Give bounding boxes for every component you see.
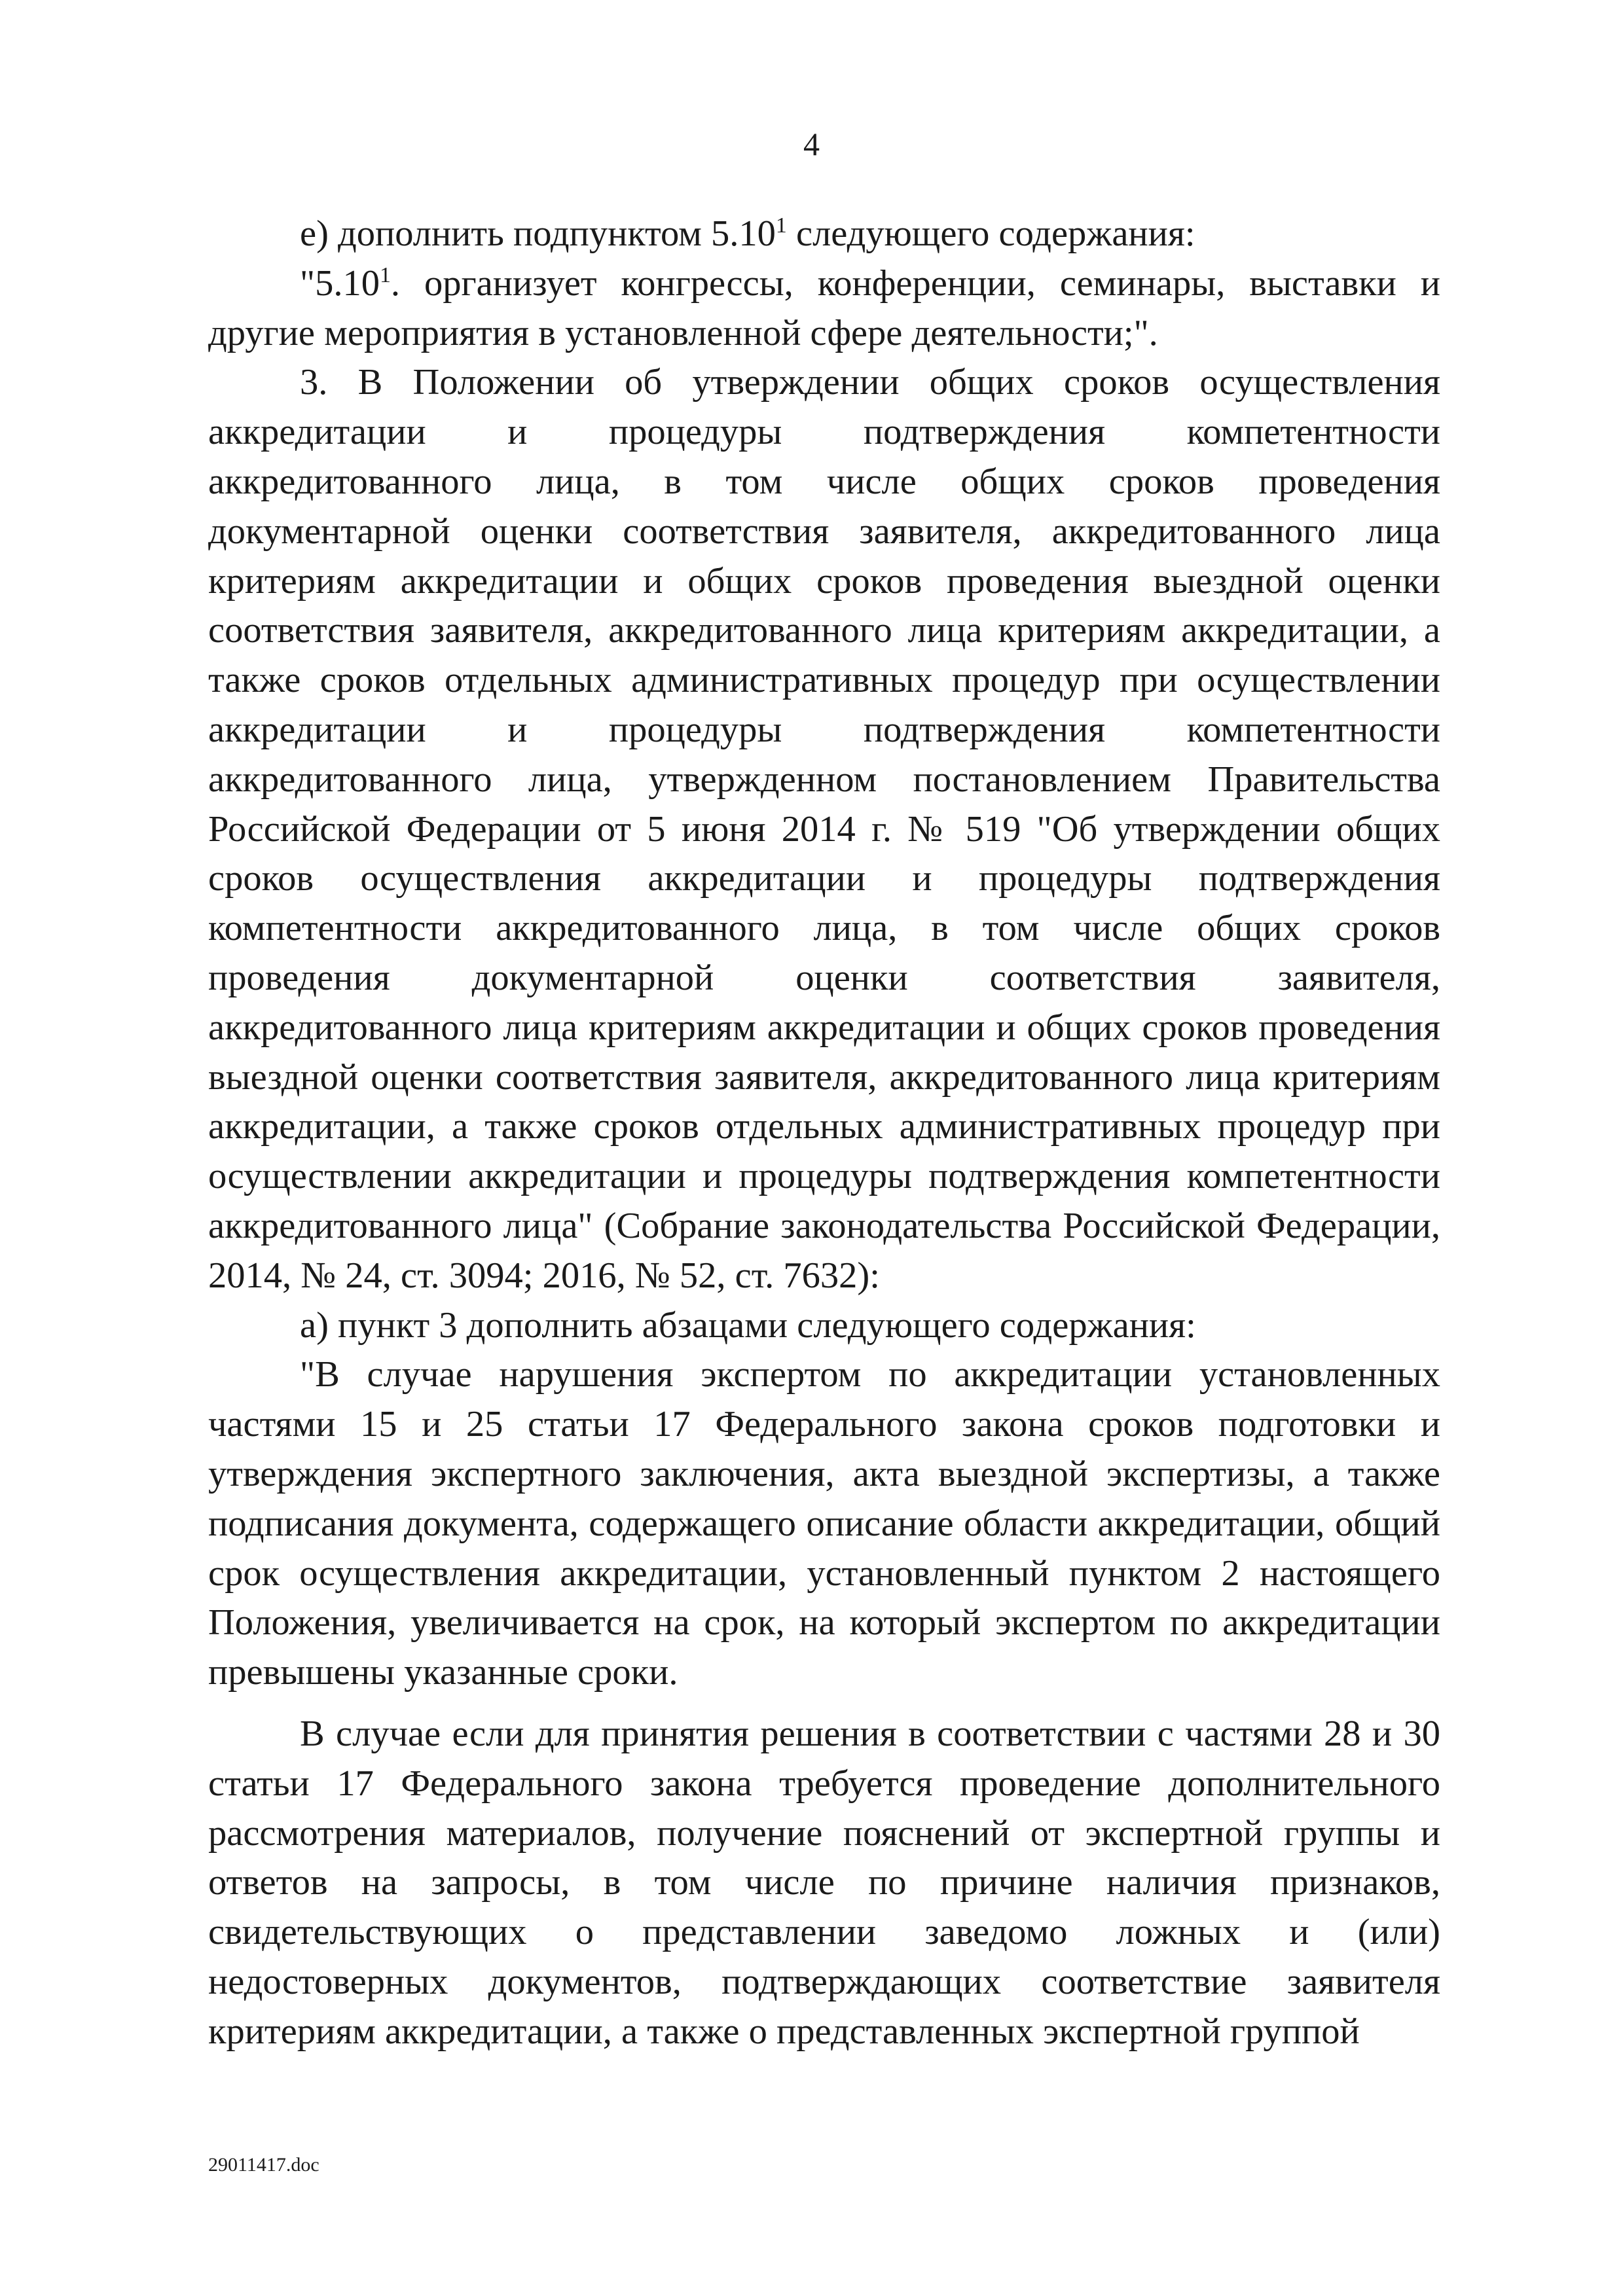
paragraph-text: В случае если для принятия решения в соответствии с частями 28 и 30 статьи 17 Федерального закона требуется проведение дополнительного рассмотрения материалов, получение пояснений от экспертной группы и ответов на запросы, в том числе по причине наличия признаков, свидетельствующих о представлении заведомо ложных и (или) недостоверных документов, подтверждающих соответствие заявителя критериям аккредитации, а также о представленных экспертной группой: [208, 1713, 1440, 2052]
paragraph-text: 3. В Положении об утверждении общих сроков осуществления аккредитации и процедуры подтверждения компетентности аккредитованного лица, в том числе общих сроков проведения документарной оценки соответствия заявителя, аккредитованного лица критериям аккредитации и общих сроков проведения выездной оценки соответствия заявителя, аккредитованного лица критериям аккредитации, а также сроков отдельных административных процедур при осуществлении аккредитации и процедуры подтверждения компетентности аккредитованного лица, утвержденном постановлением Правительства Российской Федерации от 5 июня 2014 г. № 519 "Об утверждении общих сроков осуществления аккредитации и процедуры подтверждения компетентности аккредитованного лица, в том числе общих сроков проведения документарной оценки соответствия заявителя, аккредитованного лица критериям аккредитации и общих сроков проведения выездной оценки соответствия заявителя, аккредитованного лица критериям аккредитации, а также сроков отдельных административных процедур при осуществлении аккредитации и процедуры подтверждения компетентности аккредитованного лица" (Собрание законодательства Российской Федерации, 2014, № 24, ст. 3094; 2016, № 52, ст. 7632):: [208, 362, 1440, 1296]
superscript: 1: [379, 262, 391, 287]
paragraph-text: "5.10: [300, 262, 380, 304]
paragraph-text: "В случае нарушения экспертом по аккредитации установленных частями 15 и 25 статьи 17 Федерального закона сроков подготовки и утверждения экспертного заключения, акта выездной экспертизы, а также подписания документа, содержащего описание области аккредитации, общий срок осуществления аккредитации, установленный пунктом 2 настоящего Положения, увеличивается на срок, на который экспертом по аккредитации превышены указанные сроки.: [208, 1354, 1440, 1693]
paragraph-text: а) пункт 3 дополнить абзацами следующего содержания:: [300, 1304, 1196, 1346]
paragraph-text: е) дополнить подпунктом 5.10: [300, 213, 776, 254]
paragraph-subpoint-e: [208, 209, 1440, 259]
paragraph-text: следующего содержания:: [786, 213, 1195, 254]
paragraph-quote-violation: [208, 1350, 1440, 1698]
paragraph-additional-review: [208, 1710, 1440, 2057]
paragraph-subpoint-a: [208, 1301, 1440, 1351]
superscript: 1: [775, 213, 787, 238]
footer-filename: 29011417.doc: [208, 2154, 319, 2176]
page-number: 4: [803, 126, 820, 162]
paragraph-quote-5-10-1: [208, 259, 1440, 359]
paragraph-item-3: [208, 358, 1440, 1300]
paragraph-text: . организует конгрессы, конференции, семинары, выставки и другие мероприятия в установленной сфере деятельности;".: [208, 262, 1440, 353]
document-body: [208, 209, 1440, 2056]
